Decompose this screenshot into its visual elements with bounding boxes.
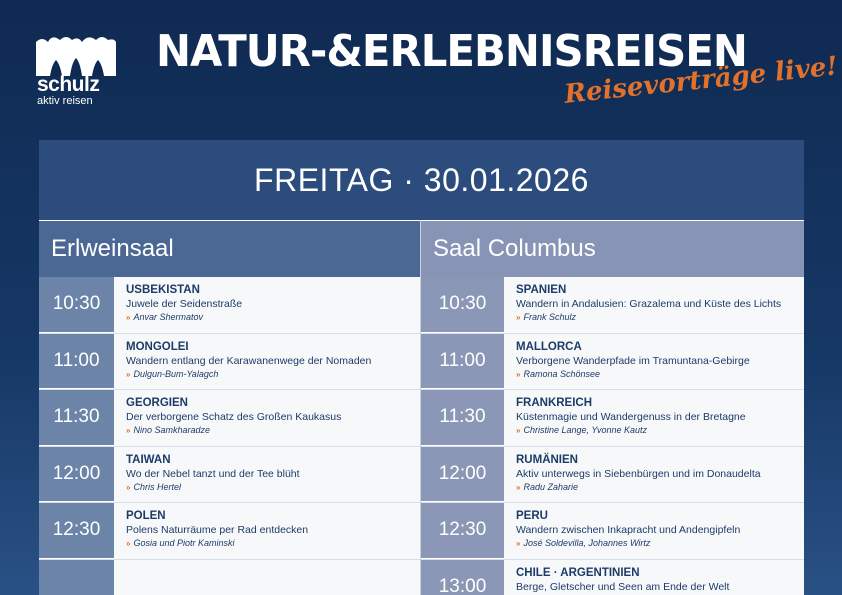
hall-column-columbus [421, 220, 804, 595]
talk-country: GEORGIEN [126, 397, 188, 409]
talk-list [39, 277, 420, 595]
speaker-name: Anvar Shermatov [133, 312, 203, 322]
speaker-name: Ramona Schönsee [523, 368, 601, 379]
talk-row [39, 447, 420, 504]
schedule-panel [39, 140, 804, 595]
arrow-icon: » [126, 539, 131, 548]
talk-country: MONGOLEI [126, 340, 189, 353]
talk-time: 11:00 [39, 334, 114, 390]
talk-row [39, 277, 420, 334]
speaker-name: Dulgun-Bum-Yalagch [133, 368, 219, 379]
hall-title: Erlweinsaal [39, 221, 420, 277]
talk-row [39, 390, 420, 447]
talk-country: USBEKISTAN [126, 284, 200, 296]
talk-title: Wandern entlang der Karawanenwege der Nomaden [126, 354, 372, 367]
talk-row [421, 447, 804, 504]
speaker-name: Gosia und Piotr Kaminski [133, 538, 235, 548]
page-headline: NATUR-&ERLEBNISREISEN [156, 26, 747, 77]
arrow-icon: » [126, 426, 131, 435]
arrow-icon: » [516, 313, 521, 322]
arrow-icon: » [126, 313, 131, 322]
talk-country: POLEN [126, 510, 166, 522]
talk-speaker [126, 537, 420, 550]
talk-row [421, 390, 804, 447]
talk-title: Wandern in Andalusien: Grazalema und Küste des Lichts [516, 298, 782, 310]
talk-row [39, 334, 420, 391]
talk-time: 11:00 [421, 334, 504, 390]
arrow-icon: » [516, 482, 521, 492]
talk-speaker [516, 481, 804, 494]
day-header: FREITAG · 30.01.2026 [39, 140, 804, 220]
talk-row [421, 560, 804, 595]
talk-time: 12:00 [421, 447, 504, 503]
talk-title: Polens Naturräume per Rad entdecken [126, 524, 309, 536]
talk-speaker [516, 537, 804, 550]
speaker-name: Nino Samkharadze [133, 425, 210, 435]
talk-time: 12:00 [39, 447, 114, 503]
talk-country: CHILE · ARGENTINIEN [516, 566, 640, 579]
talk-country: MALLORCA [516, 340, 582, 353]
arrow-icon: » [126, 369, 131, 379]
talk-title: Küstenmagie und Wandergenuss in der Bretagne [516, 411, 746, 423]
talk-speaker [516, 311, 804, 324]
speaker-name: Chris Hertel [133, 481, 181, 492]
talk-title: Wo der Nebel tanzt und der Tee blüht [126, 467, 300, 480]
hall-column-erlweinsaal [39, 220, 421, 595]
schulz-logo [36, 34, 116, 114]
time-column-filler [39, 560, 114, 595]
brand-subline: aktiv reisen [37, 95, 93, 107]
talk-title: Juwele der Seidenstraße [126, 298, 243, 310]
hall-title: Saal Columbus [421, 221, 804, 277]
talk-info [504, 503, 804, 559]
talk-speaker [126, 368, 420, 381]
talk-row [421, 277, 804, 334]
talk-time: 11:30 [421, 390, 504, 446]
talk-info [114, 277, 420, 333]
talk-time: 12:30 [421, 503, 504, 559]
talk-info [114, 503, 420, 559]
talk-country: PERU [516, 510, 548, 522]
talk-info [504, 560, 804, 595]
talk-title: Aktiv unterwegs in Siebenbürgen und im Donaudelta [516, 467, 761, 480]
talk-row [421, 503, 804, 560]
talk-time: 12:30 [39, 503, 114, 559]
talk-speaker [516, 368, 804, 381]
talk-time: 10:30 [39, 277, 114, 333]
arrow-icon: » [516, 369, 521, 379]
people-silhouette-icon [36, 34, 116, 76]
talk-speaker [516, 424, 804, 437]
talk-speaker [126, 424, 420, 437]
speaker-name: Christine Lange, Yvonne Kautz [523, 425, 648, 435]
talk-time: 13:00 [421, 560, 504, 595]
talk-title: Verborgene Wanderpfade im Tramuntana-Gebirge [516, 354, 750, 367]
arrow-icon: » [126, 482, 131, 492]
talk-info [504, 334, 804, 390]
talk-speaker [126, 481, 420, 494]
talk-country: RUMÄNIEN [516, 453, 578, 466]
talk-country: FRANKREICH [516, 397, 593, 409]
talk-speaker [126, 311, 420, 324]
arrow-icon: » [516, 539, 521, 548]
talk-time: 11:30 [39, 390, 114, 446]
tagline: Reisevorträge live! [563, 51, 840, 110]
talk-info [504, 277, 804, 333]
hall-columns [39, 220, 804, 595]
talk-info [114, 390, 420, 446]
talk-list [421, 277, 804, 595]
talk-row [421, 334, 804, 391]
talk-info [114, 334, 420, 390]
talk-title: Wandern zwischen Inkapracht und Andengipfeln [516, 524, 741, 536]
speaker-name: Radu Zaharie [523, 481, 578, 492]
speaker-name: José Soldevilla, Johannes Wirtz [523, 538, 651, 548]
talk-info [504, 447, 804, 503]
speaker-name: Frank Schulz [523, 312, 576, 322]
talk-title: Der verborgene Schatz des Großen Kaukasus [126, 411, 342, 423]
brand-name: schulz [37, 73, 100, 96]
arrow-icon: » [516, 426, 521, 435]
talk-title: Berge, Gletscher und Seen am Ende der Welt [516, 580, 730, 593]
info-filler [114, 560, 420, 595]
talk-country: SPANIEN [516, 284, 567, 296]
empty-slot [39, 560, 420, 595]
talk-country: TAIWAN [126, 453, 171, 466]
talk-info [114, 447, 420, 503]
talk-row [39, 503, 420, 560]
talk-time: 10:30 [421, 277, 504, 333]
talk-info [504, 390, 804, 446]
